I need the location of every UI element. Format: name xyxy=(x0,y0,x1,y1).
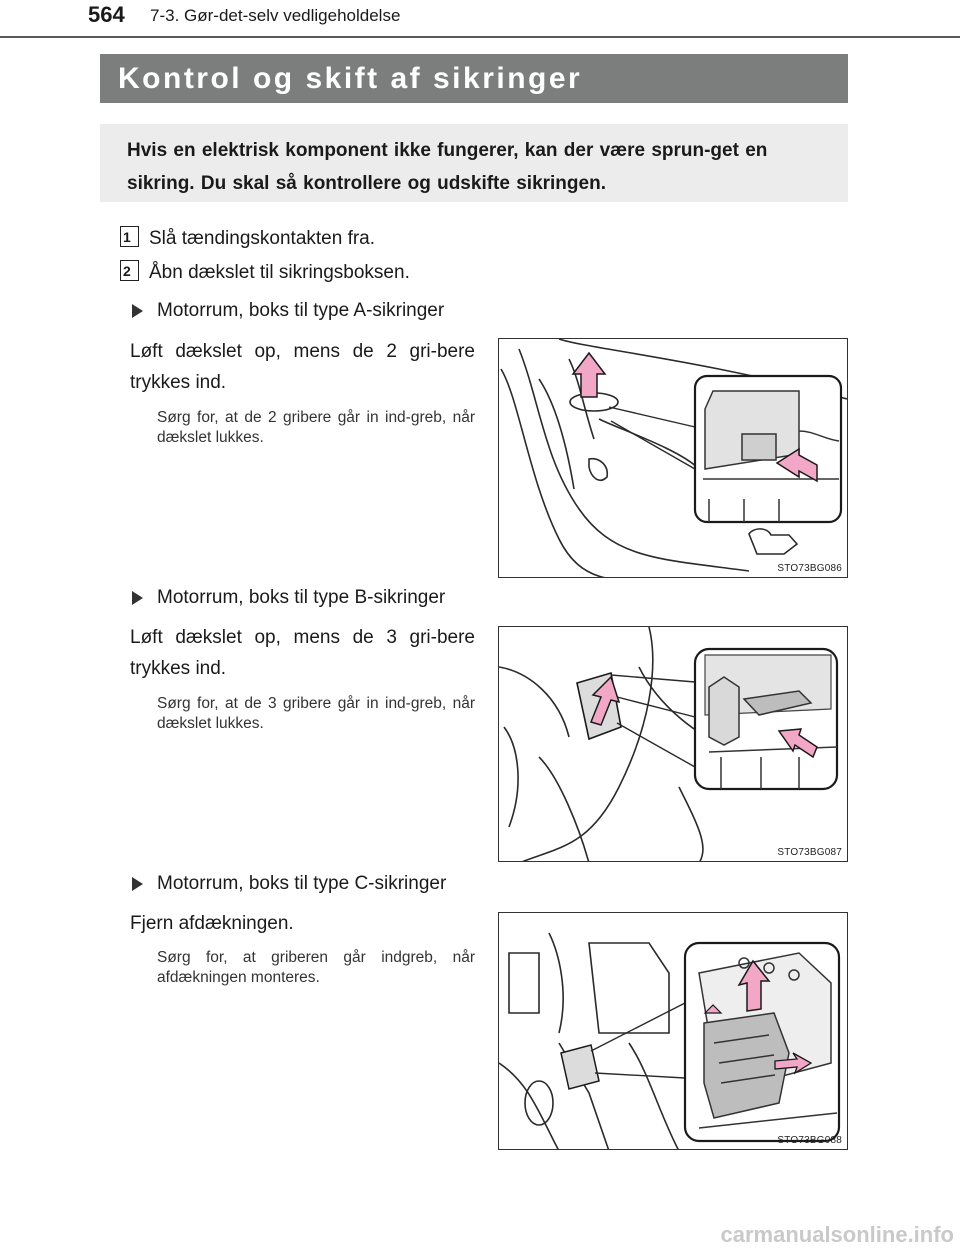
figure-code: STO73BG088 xyxy=(777,1135,842,1146)
instruction-c: Fjern afdækningen. xyxy=(130,913,294,934)
engine-illustration-b xyxy=(499,627,848,862)
header-divider xyxy=(0,36,960,38)
figure-fuse-box-type-c xyxy=(498,912,848,1150)
instruction-b: Løft dækslet op, mens de 3 gri-bere trykkes ind. xyxy=(130,627,475,679)
intro-box: Hvis en elektrisk komponent ikke fungerer, kan der være sprun-get en sikring. Du skal så kontrollere og udskifte sikringen. xyxy=(100,124,848,202)
section-header: 7-3. Gør-det-selv vedligeholdelse xyxy=(150,6,401,25)
page-number: 564 xyxy=(88,2,125,27)
instruction-a: Løft dækslet op, mens de 2 gri-bere trykkes ind. xyxy=(130,341,475,393)
watermark: carmanualsonline.info xyxy=(720,1222,954,1247)
figure-code: STO73BG087 xyxy=(777,847,842,858)
note-c: Sørg for, at griberen går indgreb, når afdækningen monteres. xyxy=(157,949,475,986)
triangle-bullet-icon xyxy=(132,877,143,891)
figure-fuse-box-type-b xyxy=(498,626,848,862)
title-bar xyxy=(100,54,848,103)
note-a: Sørg for, at de 2 gribere går in ind-greb, når dækslet lukkes. xyxy=(157,409,475,446)
step-number-badge: 1 xyxy=(120,226,139,247)
engine-illustration-a xyxy=(499,339,848,578)
note-b: Sørg for, at de 3 gribere går in ind-greb, når dækslet lukkes. xyxy=(157,695,475,732)
engine-illustration-c xyxy=(499,913,848,1150)
step-text: Slå tændingskontakten fra. xyxy=(149,228,376,249)
figure-fuse-box-type-a xyxy=(498,338,848,578)
triangle-bullet-icon xyxy=(132,591,143,605)
step-text: Åbn dækslet til sikringsboksen. xyxy=(149,262,410,283)
triangle-bullet-icon xyxy=(132,304,143,318)
figure-code: STO73BG086 xyxy=(777,563,842,574)
step-number-badge: 2 xyxy=(120,260,139,281)
page-title: Kontrol og skift af sikringer xyxy=(118,62,583,95)
